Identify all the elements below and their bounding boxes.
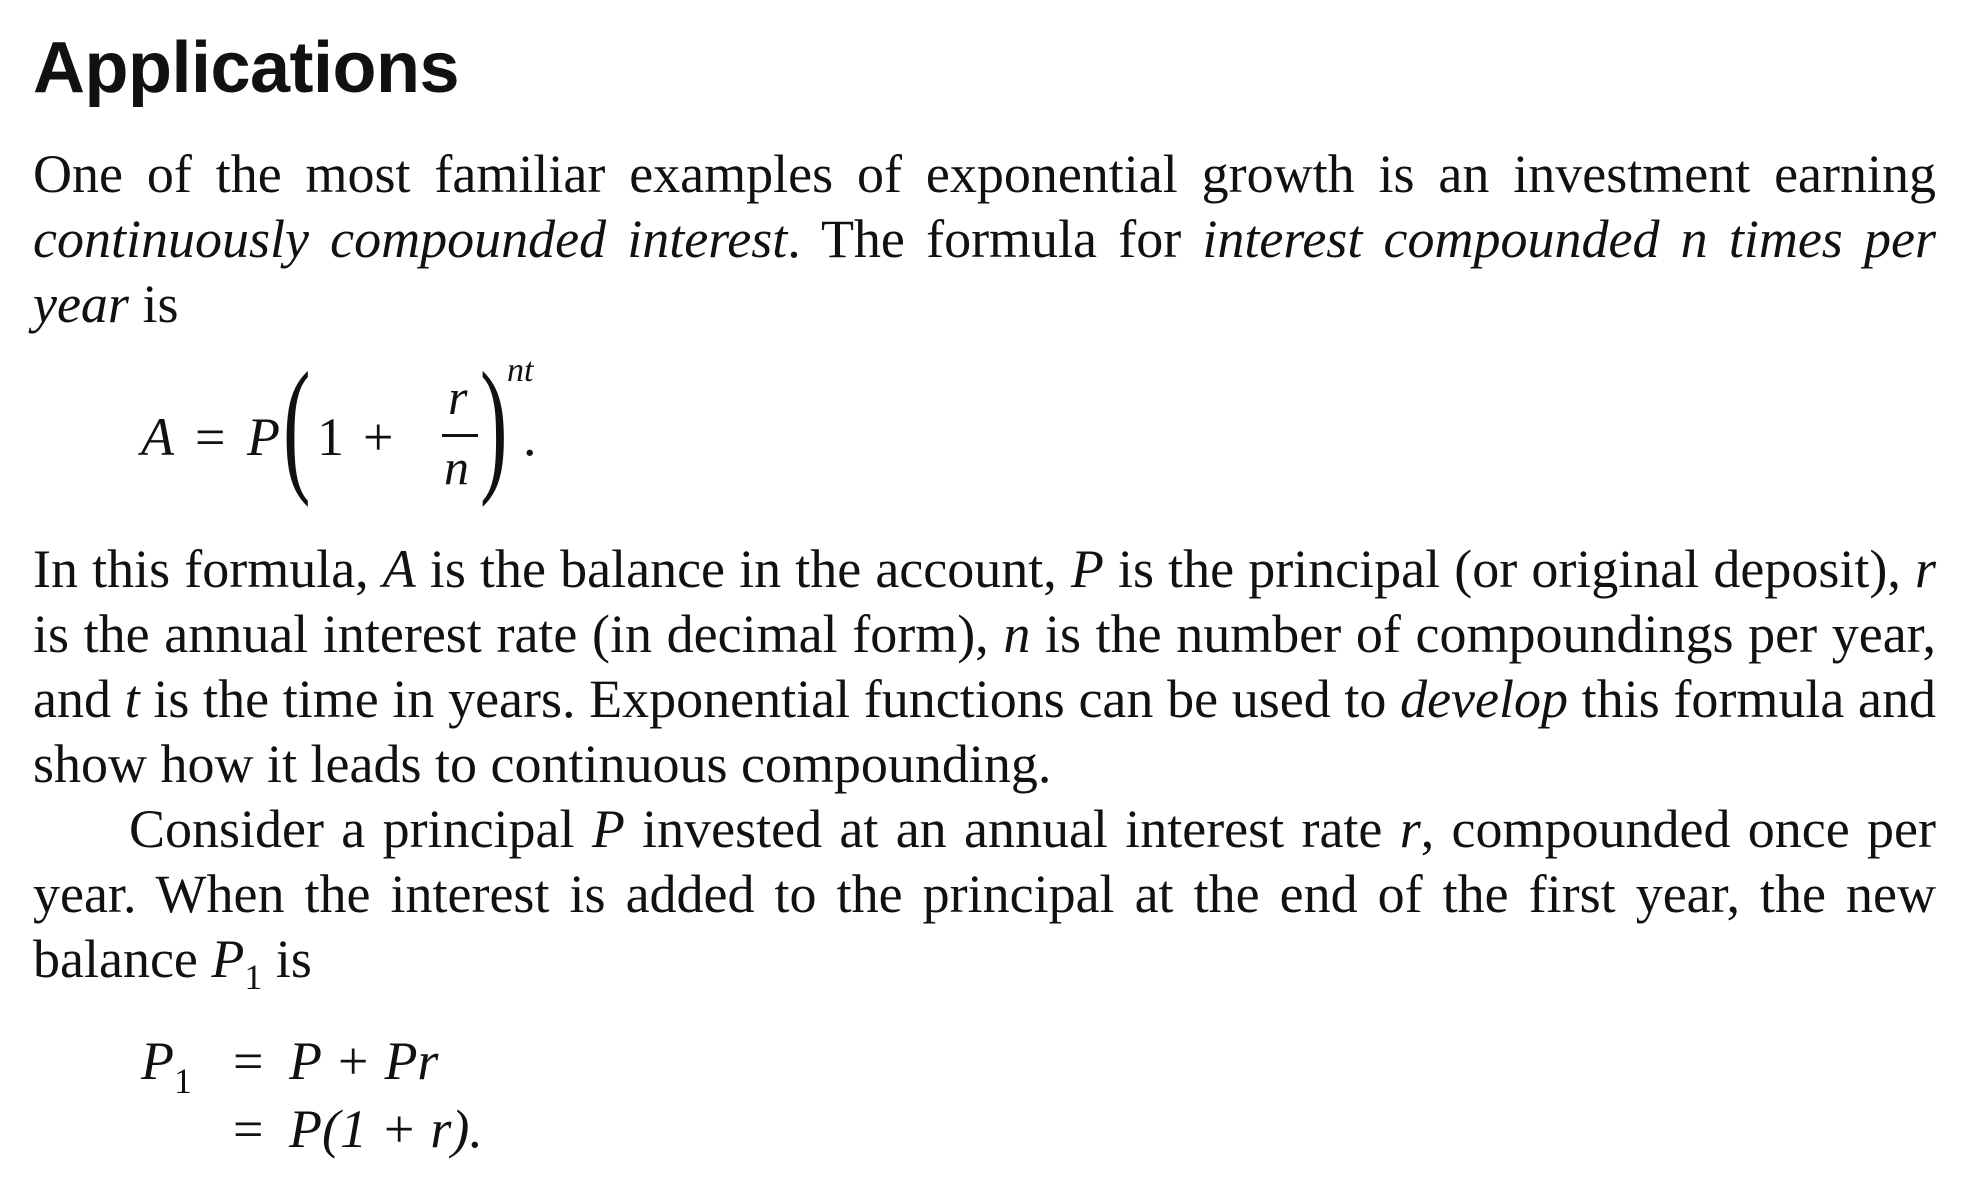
variable-n: n [1003, 604, 1031, 664]
text-run: In this formula, [33, 539, 383, 599]
formula-P: P [247, 407, 280, 467]
left-paren: ( [283, 342, 311, 508]
text-run: One of the most familiar examples of exponential growth is an investment earning [33, 144, 1936, 204]
formula-lhs: P [141, 1031, 174, 1091]
variable-P1: P [211, 929, 245, 989]
variable-r: r [1914, 539, 1936, 599]
text-run: is [262, 929, 312, 989]
italic-term: continuously compounded interest [33, 209, 788, 269]
variable-P: P [591, 799, 625, 859]
italic-term: interest compounded n times per year [33, 209, 1936, 334]
text-run: is the balance in the account, [415, 539, 1071, 599]
text-run: this formula and show how it leads to continuous compounding. [33, 669, 1936, 794]
paragraph-intro [33, 142, 1936, 337]
paragraph-definitions [33, 537, 1936, 797]
balance-formula-rhs-2: P(1 + r). [289, 1099, 483, 1159]
balance-formula-eq-1: = [233, 1031, 264, 1091]
balance-formula-eq-2: = [233, 1099, 264, 1159]
text-run: is the time in years. Exponential functions can be used to [139, 669, 1401, 729]
text-run: is [128, 274, 179, 334]
text-run: is the annual interest rate (in decimal form), [33, 604, 1004, 664]
variable-A: A [382, 539, 416, 599]
formula-exponent: nt [507, 352, 534, 389]
italic-term: develop [1400, 669, 1568, 729]
fraction-numerator: r [448, 369, 468, 425]
text-run: is the number of compoundings per year, and [33, 604, 1937, 729]
formula-equals: = [195, 407, 226, 467]
subscript-1: 1 [174, 1061, 192, 1101]
compound-interest-formula [129, 342, 549, 514]
balance-formula-rhs-1: P + Pr [289, 1031, 439, 1091]
text-run: Consider a principal [129, 799, 592, 859]
formula-plus: + [363, 407, 394, 467]
text-run: . The formula for [787, 209, 1203, 269]
balance-formula [129, 1018, 629, 1168]
variable-P: P [1070, 539, 1104, 599]
variable-t: t [124, 669, 140, 729]
document-page [33, 0, 1936, 1182]
text-run: invested at an annual interest rate [624, 799, 1400, 859]
section-heading: Applications [33, 28, 460, 108]
fraction-denominator: n [444, 439, 469, 495]
text-run: , compounded once per year. When the interest is added to the principal at the end of the first year, the new balance [33, 799, 1936, 989]
formula-period: . [523, 407, 537, 467]
paragraph-consider [33, 797, 1936, 997]
right-paren: ) [480, 342, 508, 508]
fraction-bar [442, 434, 478, 437]
text-run: is the principal (or original deposit), [1103, 539, 1915, 599]
variable-r: r [1399, 799, 1421, 859]
balance-formula-row-1 [141, 1030, 192, 1101]
formula-A: A [141, 407, 174, 467]
subscript-1: 1 [244, 957, 263, 997]
formula-one: 1 [317, 407, 344, 467]
